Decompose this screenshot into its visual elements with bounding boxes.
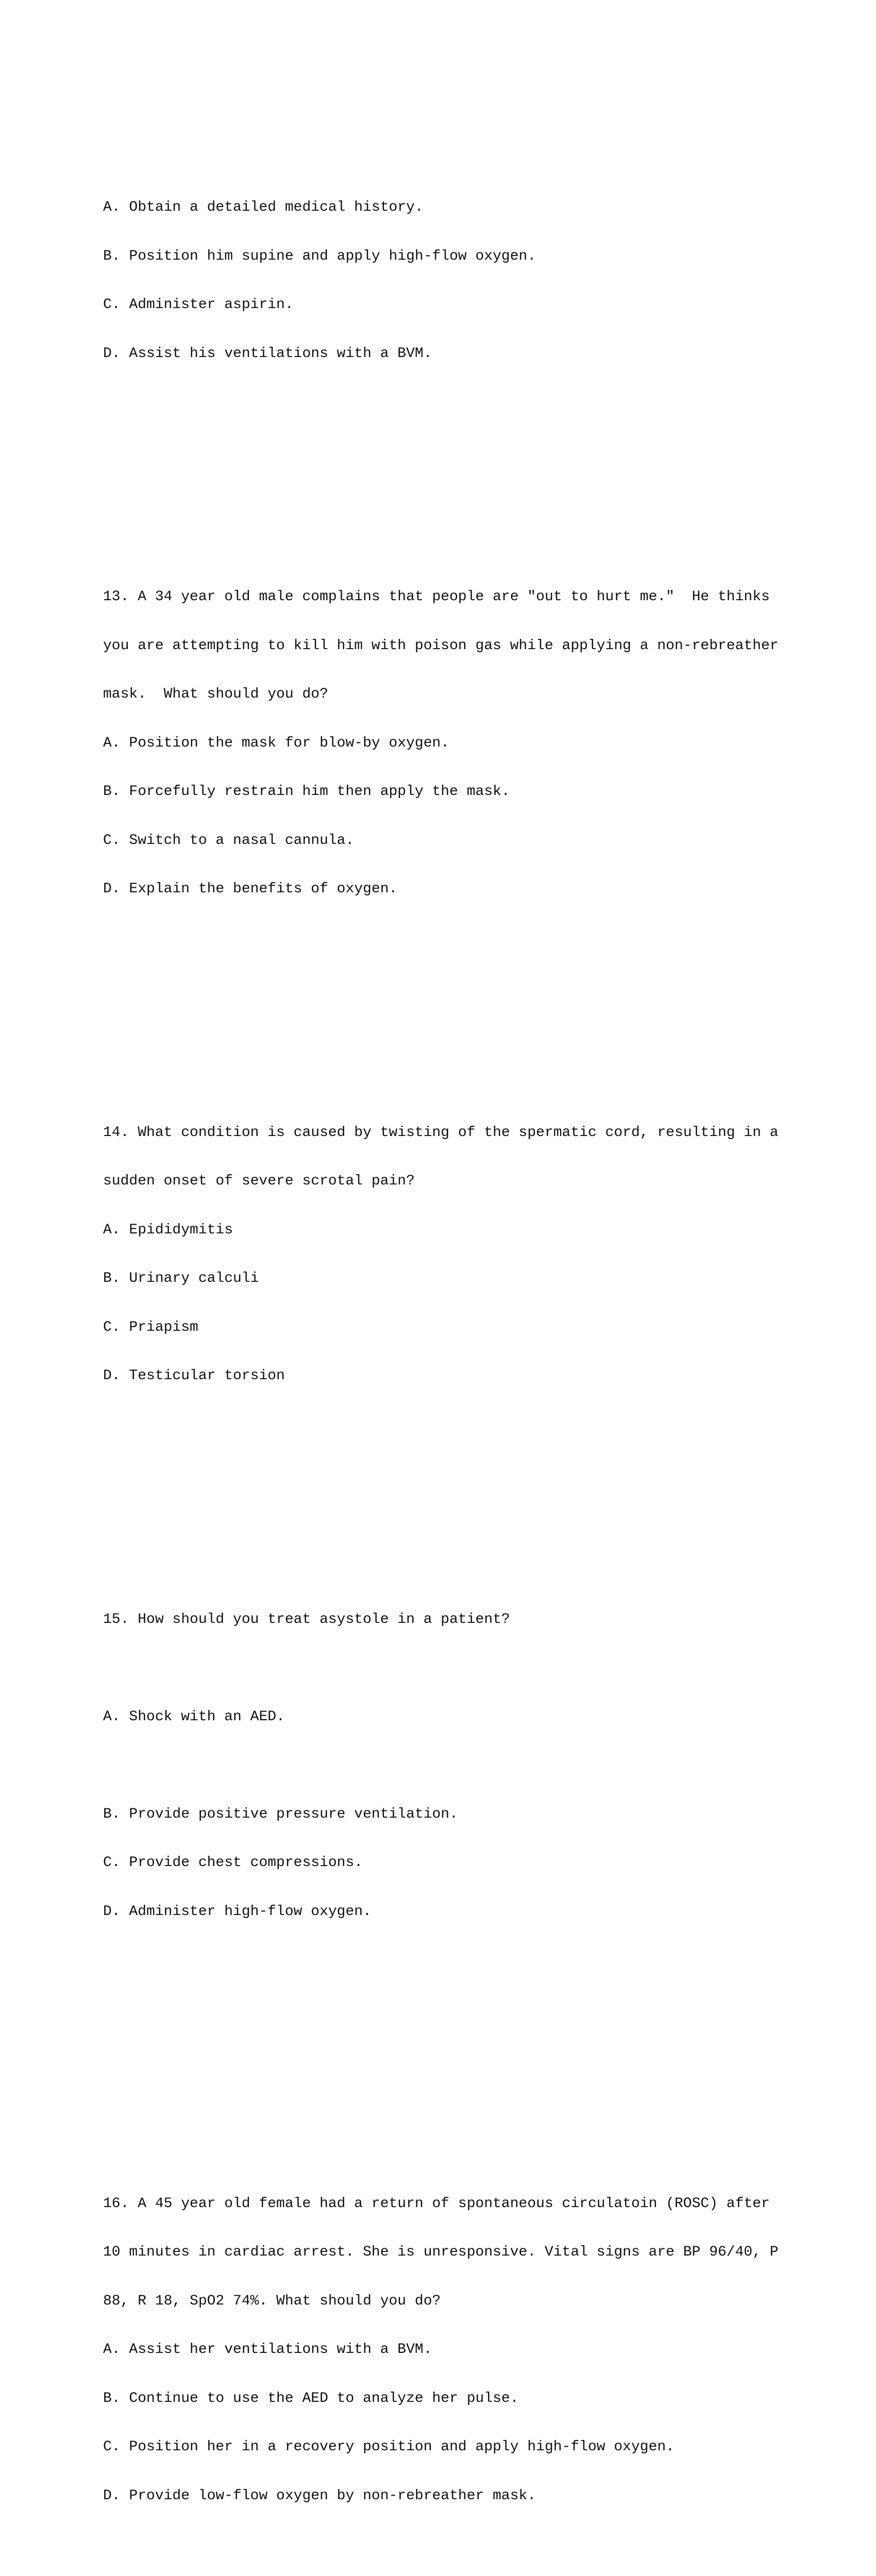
answer-option: C. Administer aspirin. <box>103 297 294 313</box>
answer-option: C. Priapism <box>103 1319 198 1335</box>
question-stem: 14. What condition is caused by twisting of the spermatic cord, resulting in a <box>103 1124 779 1141</box>
answer-option: C. Position her in a recovery position and apply high-flow oxygen. <box>103 2439 675 2455</box>
question-stem: 88, R 18, SpO2 74%. What should you do? <box>103 2293 441 2309</box>
question-stem: 15. How should you treat asystole in a patient? <box>103 1611 510 1628</box>
answer-option: A. Position the mask for blow-by oxygen. <box>103 735 450 751</box>
answer-option: D. Administer high-flow oxygen. <box>103 1903 372 1920</box>
answer-option: D. Provide low-flow oxygen by non-rebreather mask. <box>103 2487 536 2504</box>
answer-option: D. Testicular torsion <box>103 1368 285 1384</box>
question-14 <box>103 1092 824 1417</box>
answer-option: A. Assist her ventilations with a BVM. <box>103 2342 432 2358</box>
question-stem: mask. What should you do? <box>103 686 328 702</box>
answer-option: B. Urinary calculi <box>103 1270 259 1286</box>
question-16 <box>103 2163 824 2537</box>
answer-option: A. Shock with an AED. <box>103 1708 285 1725</box>
answer-option: D. Assist his ventilations with a BVM. <box>103 345 432 362</box>
question-12-options <box>103 167 824 394</box>
answer-option: A. Obtain a detailed medical history. <box>103 199 424 215</box>
answer-option: B. Position him supine and apply high-flow oxygen. <box>103 248 536 264</box>
answer-option: A. Epididymitis <box>103 1222 233 1238</box>
answer-option: B. Forcefully restrain him then apply the mask. <box>103 784 510 800</box>
question-stem: you are attempting to kill him with poison gas while applying a non-rebreather <box>103 637 779 654</box>
answer-option: B. Continue to use the AED to analyze her pulse. <box>103 2390 519 2406</box>
question-15 <box>103 1579 824 1953</box>
answer-option: D. Explain the benefits of oxygen. <box>103 881 398 897</box>
answer-option: C. Provide chest compressions. <box>103 1855 363 1871</box>
answer-option: B. Provide positive pressure ventilation. <box>103 1806 458 1822</box>
question-13 <box>103 556 824 930</box>
question-stem: 13. A 34 year old male complains that people are "out to hurt me." He thinks <box>103 589 770 605</box>
document-page <box>103 102 824 2576</box>
answer-option: C. Switch to a nasal cannula. <box>103 832 355 849</box>
question-stem: 10 minutes in cardiac arrest. She is unresponsive. Vital signs are BP 96/40, P <box>103 2244 779 2260</box>
question-stem: 16. A 45 year old female had a return of spontaneous circulatoin (ROSC) after <box>103 2195 770 2212</box>
question-stem: sudden onset of severe scrotal pain? <box>103 1173 415 1189</box>
